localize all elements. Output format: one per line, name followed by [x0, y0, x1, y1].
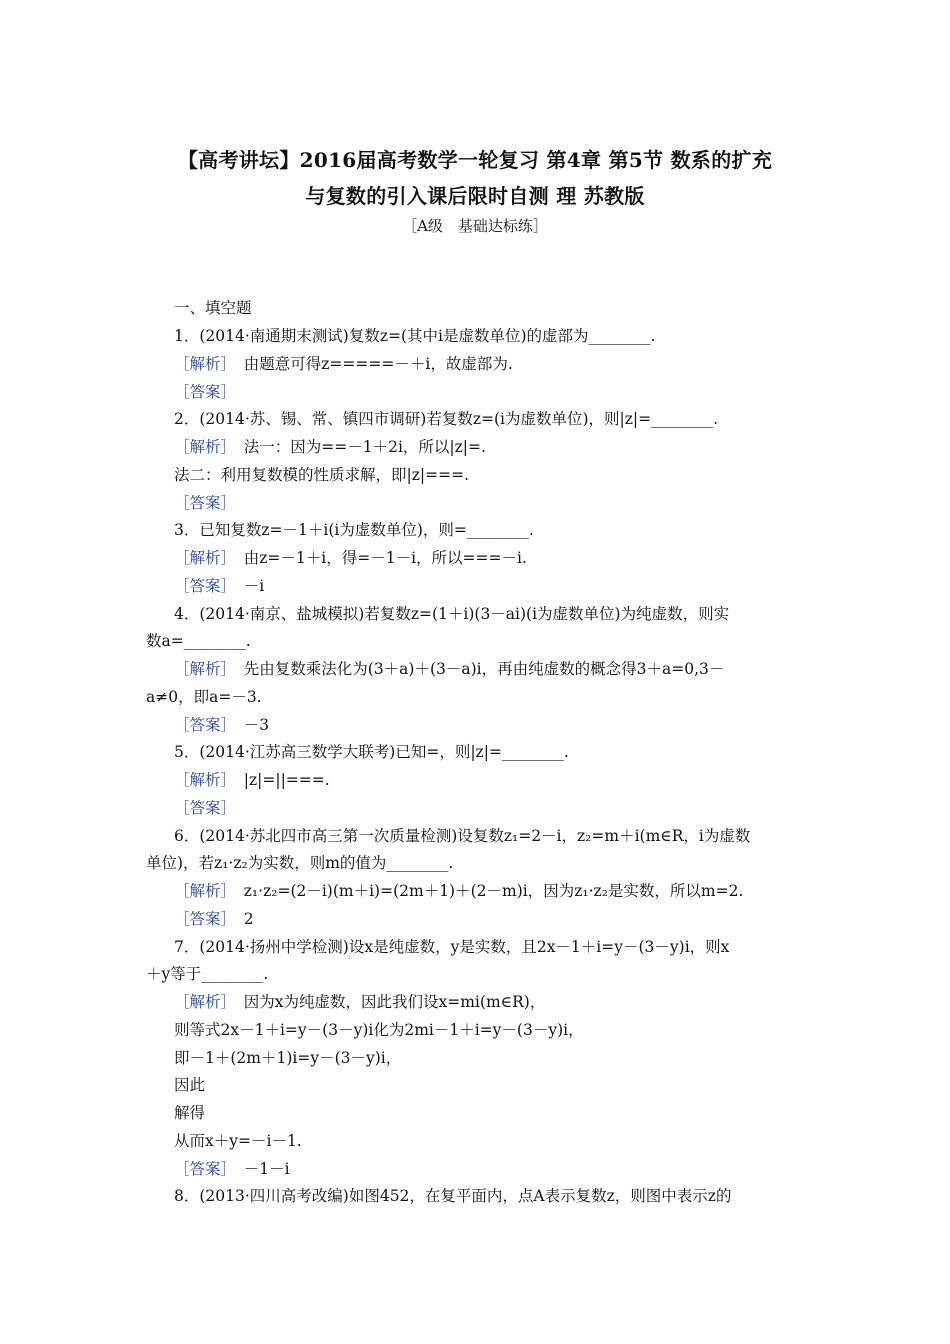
answer-tag: ［答案］	[174, 576, 229, 595]
line-text: －i	[228, 576, 265, 595]
analysis-line	[174, 546, 527, 570]
continuation-line: ＋y等于________.	[146, 965, 269, 984]
text-line: 2．(2014·苏、锡、常、镇四市调研)若复数z=(i为虚数单位)，则|z|=________.	[174, 410, 719, 429]
text-line: 3．已知复数z=－1＋i(i为虚数单位)，则=________.	[174, 521, 534, 540]
text-line: 即－1＋(2m＋1)i=y－(3－y)i，	[174, 1048, 402, 1067]
text-line: 5．(2014·江苏高三数学大联考)已知=，则|z|=________.	[174, 743, 569, 762]
analysis-line	[174, 768, 330, 792]
answer-tag: ［答案］	[174, 909, 229, 928]
title-line-1: 【高考讲坛】2016届高考数学一轮复习 第4章 第5节 数系的扩充	[177, 148, 773, 172]
answer-tag: ［答案］	[174, 382, 237, 401]
text-line: 1．(2014·南通期末测试)复数z=(其中i是虚数单位)的虚部为________.	[174, 327, 656, 345]
document-title	[120, 142, 830, 214]
analysis-tag: ［解析］	[174, 882, 229, 900]
analysis-tag: ［解析］	[174, 660, 229, 678]
text-line: 8．(2013·四川高考改编)如图452，在复平面内，点A表示复数z，则图中表示z的	[174, 1187, 732, 1206]
analysis-tag: ［解析］	[174, 771, 229, 789]
text-line: 从而x＋y=－i－1.	[174, 1131, 302, 1150]
text-line: 7．(2014·扬州中学检测)设x是纯虚数，y是实数，且2x－1＋i=y－(3－y)i，则x	[174, 937, 730, 956]
text-line: 因此	[174, 1076, 206, 1095]
line-text: z₁·z₂=(2－i)(m＋i)=(2m＋1)＋(2－m)i，因为z₁·z₂是实数，所以m=2.	[228, 882, 744, 900]
line-text: 因为x为纯虚数，因此我们设x=mi(m∈R)，	[228, 993, 546, 1011]
line-text: －3	[228, 715, 270, 734]
text-line: 解得	[174, 1104, 206, 1122]
answer-line	[174, 796, 236, 820]
line-text: －1－i	[228, 1159, 290, 1178]
answer-tag: ［答案］	[174, 1159, 229, 1178]
analysis-line	[174, 352, 513, 376]
analysis-tag: ［解析］	[174, 438, 229, 456]
answer-line	[174, 574, 264, 598]
answer-line	[174, 380, 236, 404]
continuation-line: a≠0，即a=－3.	[146, 687, 262, 706]
continuation-line: 单位)，若z₁·z₂为实数，则m的值为________.	[146, 854, 454, 873]
answer-tag: ［答案］	[174, 493, 237, 512]
text-line: 法二：利用复数模的性质求解，即|z|===.	[174, 465, 470, 484]
line-text: 2	[228, 909, 254, 928]
text-line: 则等式2x－1＋i=y－(3－y)i化为2mi－1＋i=y－(3－y)i，	[174, 1020, 584, 1039]
answer-tag: ［答案］	[174, 798, 237, 817]
line-text: |z|=||===.	[228, 771, 330, 789]
section-heading: 一、填空题	[174, 299, 252, 317]
line-text: 由z=－1＋i，得=－1－i，所以===－i.	[228, 549, 527, 567]
analysis-tag: ［解析］	[174, 993, 229, 1011]
analysis-line	[174, 435, 486, 459]
analysis-tag: ［解析］	[174, 354, 229, 373]
analysis-tag: ［解析］	[174, 549, 229, 567]
analysis-line	[174, 990, 545, 1014]
line-text: 由题意可得z=====－＋i，故虚部为.	[228, 354, 513, 373]
level-heading: ［A级 基础达标练］	[402, 217, 548, 235]
continuation-line: 数a=________.	[146, 632, 251, 651]
answer-line	[174, 907, 254, 931]
answer-line	[174, 713, 269, 737]
answer-line	[174, 1157, 290, 1181]
answer-line	[174, 491, 236, 515]
title-line-2: 与复数的引入课后限时自测 理 苏教版	[305, 184, 645, 208]
line-text: 法一：因为==－1＋2i，所以|z|=.	[228, 438, 486, 456]
analysis-line	[174, 657, 724, 681]
analysis-line	[174, 879, 743, 903]
line-text: 先由复数乘法化为(3＋a)＋(3－a)i，再由纯虚数的概念得3＋a=0,3－	[228, 660, 725, 678]
answer-tag: ［答案］	[174, 715, 229, 734]
text-line: 6．(2014·苏北四市高三第一次质量检测)设复数z₁=2－i，z₂=m＋i(m∈R，i为虚数	[174, 826, 751, 845]
text-line: 4．(2014·南京、盐城模拟)若复数z=(1＋i)(3－ai)(i为虚数单位)为纯虚数，则实	[174, 604, 730, 623]
